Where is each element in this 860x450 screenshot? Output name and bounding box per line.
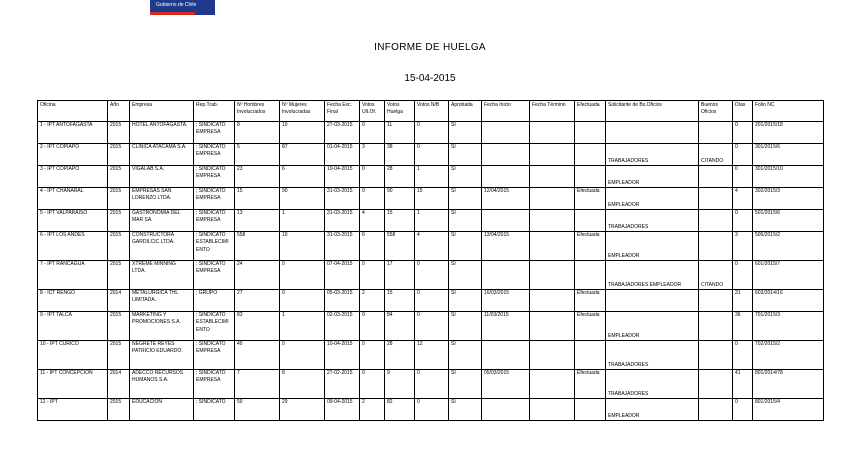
cell-dias: 41 [733,370,753,399]
header-buenos-oficios: Buenos Oficios [699,101,733,122]
table-row [38,122,824,144]
cell-ano: 2015 [108,166,130,188]
cell-solicitante [606,290,699,312]
cell-efectuada [575,122,606,144]
header-oficina: Oficina [38,101,108,122]
cell-solicitante: TRABAJADORES [606,144,699,166]
cell-empresa: ADECCO RECURSOS HUMANOS S.A. [130,370,194,399]
cell-fecha-inicio [482,144,530,166]
cell-dias: 0 [733,261,753,290]
header-votos-nb: Votos N/B [415,101,449,122]
cell-solicitante: TRABAJADORES [606,370,699,399]
cell-aprobada: SI [449,232,482,261]
header-aprobada: Aprobada [449,101,482,122]
cell-votos-huelga: 15 [385,290,415,312]
cell-ano: 2015 [108,399,130,421]
cell-oficina: 5 - IPT VALPARAISO [38,210,108,232]
cell-votos-nb: 15 [415,188,449,210]
cell-fecha-termino [530,188,575,210]
cell-folio: 505/2015/2 [753,232,824,261]
cell-mujeres: 6 [280,166,325,188]
cell-empresa: VIGALAB S.A. [130,166,194,188]
cell-buenos-oficios [699,210,733,232]
cell-buenos-oficios [699,166,733,188]
cell-empresa: METALURGICA THL LIMITADA. [130,290,194,312]
cell-fecha-termino [530,210,575,232]
table-row [38,341,824,370]
cell-aprobada: SI [449,210,482,232]
table-row [38,210,824,232]
cell-fecha-exc: 31-03-2015 [325,232,360,261]
cell-votos-nb: 0 [415,261,449,290]
cell-dias: 4 [733,188,753,210]
cell-fecha-termino [530,166,575,188]
cell-fecha-inicio [482,122,530,144]
cell-solicitante: EMPLEADOR [606,312,699,341]
cell-oficina: 1 - IPT ANTOFAGASTA [38,122,108,144]
cell-buenos-oficios [699,290,733,312]
table-header-row [38,101,824,122]
header-folio: Folio NC [753,101,824,122]
cell-aprobada: SI [449,312,482,341]
table-row [38,144,824,166]
cell-efectuada: Efectuada [575,370,606,399]
cell-dias: 31 [733,290,753,312]
cell-empresa: HOTEL ANTOFAGASTA. [130,122,194,144]
cell-empresa: XTREME MINNING LTDA. [130,261,194,290]
cell-buenos-oficios: CITANDO [699,261,733,290]
table-row [38,399,824,421]
cell-fecha-termino [530,312,575,341]
cell-votos-huelga: 28 [385,341,415,370]
cell-votos-huelga: 9 [385,370,415,399]
table-row [38,312,824,341]
cell-aprobada: SI [449,188,482,210]
cell-rep-trab: ; SINDICATO EMPRESA [194,188,235,210]
table-row [38,232,824,261]
cell-hombres: 7 [235,370,280,399]
cell-aprobada: SI [449,144,482,166]
cell-mujeres: 0 [280,261,325,290]
cell-ano: 2015 [108,210,130,232]
cell-efectuada [575,144,606,166]
cell-rep-trab: ; SINDICATO ESTABLECIMIENTO [194,232,235,261]
cell-mujeres: 0 [280,290,325,312]
cell-fecha-inicio [482,399,530,421]
header-dias: Días [733,101,753,122]
cell-rep-trab: ; SINDICATO EMPRESA [194,261,235,290]
table-row [38,261,824,290]
table-row [38,188,824,210]
cell-buenos-oficios [699,341,733,370]
cell-votos-ult: 0 [360,188,385,210]
cell-ano: 2015 [108,261,130,290]
cell-dias: 0 [733,122,753,144]
cell-oficina: 2 - IPT COPIAPO [38,144,108,166]
header-fecha-termino: Fecha Término [530,101,575,122]
cell-empresa: EMPRESAS SAN LORENZO LTDA. [130,188,194,210]
cell-hombres: 83 [235,312,280,341]
cell-rep-trab: ; SINDICATO EMPRESA [194,122,235,144]
cell-votos-nb: 0 [415,290,449,312]
cell-solicitante: EMPLEADOR [606,399,699,421]
cell-aprobada: SI [449,399,482,421]
cell-ano: 2015 [108,122,130,144]
cell-folio: 603/2014/16 [753,290,824,312]
cell-folio: 501/2015/6 [753,210,824,232]
cell-hombres: 8 [235,122,280,144]
cell-rep-trab: ; SINDICATO [194,399,235,421]
cell-hombres: 15 [235,188,280,210]
cell-hombres: 23 [235,166,280,188]
cell-fecha-exc: 27-02-2015 [325,370,360,399]
cell-efectuada: Efectuada [575,188,606,210]
government-logo [150,0,215,15]
cell-folio: 601/2015/7 [753,261,824,290]
cell-ano: 2015 [108,144,130,166]
header-rep-trab: Rep.Trab. [194,101,235,122]
cell-solicitante: TRABAJADORES EMPLEADOR [606,261,699,290]
logo-text: Gobierno de Chile [156,2,197,8]
cell-ano: 2015 [108,312,130,341]
cell-folio: 301/2015/6 [753,144,824,166]
cell-ano: 2014 [108,290,130,312]
header-solicitante: Solicitante de Bs.Oficios [606,101,699,122]
cell-fecha-inicio [482,261,530,290]
cell-votos-nb: 0 [415,370,449,399]
cell-fecha-termino [530,399,575,421]
cell-aprobada: SI [449,166,482,188]
cell-hombres: 50 [235,399,280,421]
cell-empresa: GASTRONOMIA DEL MAR SA. [130,210,194,232]
cell-buenos-oficios [699,232,733,261]
cell-votos-ult: 4 [360,210,385,232]
cell-votos-nb: 1 [415,210,449,232]
cell-rep-trab: ; SINDICATO ESTABLECIMIENTO [194,312,235,341]
cell-buenos-oficios [699,188,733,210]
cell-mujeres: 0 [280,341,325,370]
cell-votos-nb: 4 [415,232,449,261]
cell-fecha-inicio: 13/04/2015 [482,232,530,261]
cell-fecha-termino [530,232,575,261]
cell-oficina: 12 - IPT [38,399,108,421]
strike-report-table [37,100,824,421]
cell-empresa: EDUCACION [130,399,194,421]
cell-solicitante: EMPLEADOR [606,188,699,210]
cell-fecha-exc: 10-04-2015 [325,166,360,188]
cell-ano: 2015 [108,341,130,370]
cell-solicitante [606,122,699,144]
cell-votos-huelga: 15 [385,210,415,232]
cell-empresa: MARKETING Y PROMOCIONES S.A. [130,312,194,341]
cell-dias: 36 [733,312,753,341]
cell-fecha-termino [530,370,575,399]
cell-votos-ult: 0 [360,261,385,290]
cell-fecha-inicio [482,210,530,232]
cell-votos-huelga: 17 [385,261,415,290]
cell-buenos-oficios: CITANDO [699,144,733,166]
header-votos-ult: Votos Ult.Of. [360,101,385,122]
cell-efectuada: Efectuada [575,312,606,341]
cell-folio: 702/2015/2 [753,341,824,370]
cell-mujeres: 10 [280,232,325,261]
cell-ano: 2015 [108,188,130,210]
cell-dias: 3 [733,232,753,261]
cell-fecha-termino [530,144,575,166]
cell-fecha-exc: 10-04-2015 [325,341,360,370]
cell-fecha-exc: 31-03-2015 [325,188,360,210]
cell-mujeres: 1 [280,210,325,232]
table-row [38,166,824,188]
cell-efectuada: Efectuada [575,290,606,312]
cell-folio: 801/2014/78 [753,370,824,399]
cell-hombres: 558 [235,232,280,261]
cell-fecha-inicio [482,341,530,370]
cell-votos-ult: 3 [360,144,385,166]
cell-hombres: 24 [235,261,280,290]
header-votos-huelga: Votos Huelga [385,101,415,122]
cell-fecha-exc: 07-04-2015 [325,261,360,290]
cell-rep-trab: ; SINDICATO EMPRESA [194,166,235,188]
cell-folio: 302/2015/3 [753,188,824,210]
cell-aprobada: SI [449,341,482,370]
cell-mujeres: 8 [280,370,325,399]
cell-efectuada [575,210,606,232]
cell-votos-ult: 0 [360,122,385,144]
cell-efectuada [575,341,606,370]
cell-fecha-inicio: 12/04/2015 [482,188,530,210]
cell-fecha-termino [530,290,575,312]
cell-empresa: CLINICA ATACAMA S.A. [130,144,194,166]
cell-empresa: CONSTRUCTORA GARDILCIC LTDA. [130,232,194,261]
cell-buenos-oficios [699,399,733,421]
cell-votos-huelga: 90 [385,188,415,210]
cell-fecha-inicio: 05/03/2015 [482,370,530,399]
cell-mujeres: 1 [280,312,325,341]
cell-empresa: NEGRETE REYES PATRICIO EDUARDO. [130,341,194,370]
cell-solicitante: EMPLEADOR [606,166,699,188]
report-date: 15-04-2015 [404,73,456,84]
header-fecha-exc: Fecha Exc. Final [325,101,360,122]
cell-votos-huelga: 84 [385,312,415,341]
cell-fecha-exc: 02-03-2015 [325,312,360,341]
cell-rep-trab: ; SINDICATO EMPRESA [194,210,235,232]
cell-mujeres: 90 [280,188,325,210]
header-efectuada: Efectuada [575,101,606,122]
cell-oficina: 9 - IPT TALCA [38,312,108,341]
cell-ano: 2015 [108,232,130,261]
cell-rep-trab: ; GRUPO [194,290,235,312]
cell-fecha-termino [530,122,575,144]
cell-votos-ult: 6 [360,232,385,261]
report-title: INFORME DE HUELGA [374,42,486,53]
cell-rep-trab: ; SINDICATO EMPRESA [194,370,235,399]
cell-hombres: 13 [235,210,280,232]
cell-solicitante: TRABAJADORES [606,210,699,232]
cell-votos-huelga: 82 [385,399,415,421]
cell-votos-nb: 0 [415,399,449,421]
cell-votos-nb: 1 [415,166,449,188]
cell-efectuada: Efectuada [575,232,606,261]
cell-votos-nb: 0 [415,122,449,144]
header-mujeres: Nº Mujeres Involucradas [280,101,325,122]
cell-votos-huelga: 38 [385,144,415,166]
cell-oficina: 10 - IPT CURICO [38,341,108,370]
cell-efectuada [575,261,606,290]
cell-votos-ult: 2 [360,399,385,421]
header-ano: Año [108,101,130,122]
cell-oficina: 7 - IPT RANCAGUA [38,261,108,290]
cell-fecha-exc: 05-03-2015 [325,290,360,312]
cell-hombres: 27 [235,290,280,312]
cell-oficina: 6 - IPT LOS ANDES [38,232,108,261]
cell-hombres: 40 [235,341,280,370]
cell-ano: 2014 [108,370,130,399]
cell-aprobada: SI [449,122,482,144]
cell-rep-trab: ; SINDICATO EMPRESA [194,144,235,166]
cell-buenos-oficios [699,312,733,341]
cell-votos-huelga: 28 [385,166,415,188]
cell-mujeres: 87 [280,144,325,166]
cell-mujeres: 29 [280,399,325,421]
cell-dias: 0 [733,399,753,421]
cell-fecha-exc: 01-04-2015 [325,144,360,166]
cell-dias: 0 [733,144,753,166]
cell-fecha-termino [530,261,575,290]
cell-fecha-termino [530,341,575,370]
cell-folio: 201/2015/18 [753,122,824,144]
cell-folio: 701/2015/3 [753,312,824,341]
cell-hombres: 5 [235,144,280,166]
cell-dias: 0 [733,341,753,370]
header-fecha-inicio: Fecha Inicio [482,101,530,122]
cell-oficina: 3 - IPT COPIAPO [38,166,108,188]
cell-oficina: 4 - IPT CHAÑARAL [38,188,108,210]
cell-aprobada: SI [449,290,482,312]
header-hombres: Nº Hombres Involucrados [235,101,280,122]
cell-votos-ult: 0 [360,166,385,188]
cell-dias: 0 [733,166,753,188]
cell-fecha-inicio [482,166,530,188]
cell-buenos-oficios [699,370,733,399]
cell-votos-ult: 2 [360,290,385,312]
cell-oficina: 8 - ICT RENGO [38,290,108,312]
cell-fecha-inicio: 11/03/2015 [482,312,530,341]
table-row [38,370,824,399]
cell-folio: 301/2015/10 [753,166,824,188]
cell-votos-nb: 12 [415,341,449,370]
cell-efectuada [575,399,606,421]
cell-votos-huelga: 11 [385,122,415,144]
cell-folio: 801/2015/4 [753,399,824,421]
cell-votos-ult: 0 [360,312,385,341]
cell-buenos-oficios [699,122,733,144]
cell-votos-ult: 0 [360,341,385,370]
cell-votos-ult: 0 [360,370,385,399]
cell-mujeres: 10 [280,122,325,144]
cell-aprobada: SI [449,261,482,290]
cell-aprobada: SI [449,370,482,399]
cell-fecha-exc: 31-03-2015 [325,210,360,232]
cell-votos-huelga: 558 [385,232,415,261]
cell-solicitante: EMPLEADOR [606,232,699,261]
cell-votos-nb: 0 [415,312,449,341]
cell-efectuada [575,166,606,188]
cell-solicitante: TRABAJADORES [606,341,699,370]
header-empresa: Empresa [130,101,194,122]
cell-oficina: 11 - IPT CONCEPCION [38,370,108,399]
cell-fecha-exc: 27-03-2015 [325,122,360,144]
cell-dias: 0 [733,210,753,232]
table-row [38,290,824,312]
cell-votos-nb: 0 [415,144,449,166]
cell-fecha-inicio: 16/03/2015 [482,290,530,312]
cell-fecha-exc: 09-04-2015 [325,399,360,421]
cell-rep-trab: ; SINDICATO EMPRESA [194,341,235,370]
